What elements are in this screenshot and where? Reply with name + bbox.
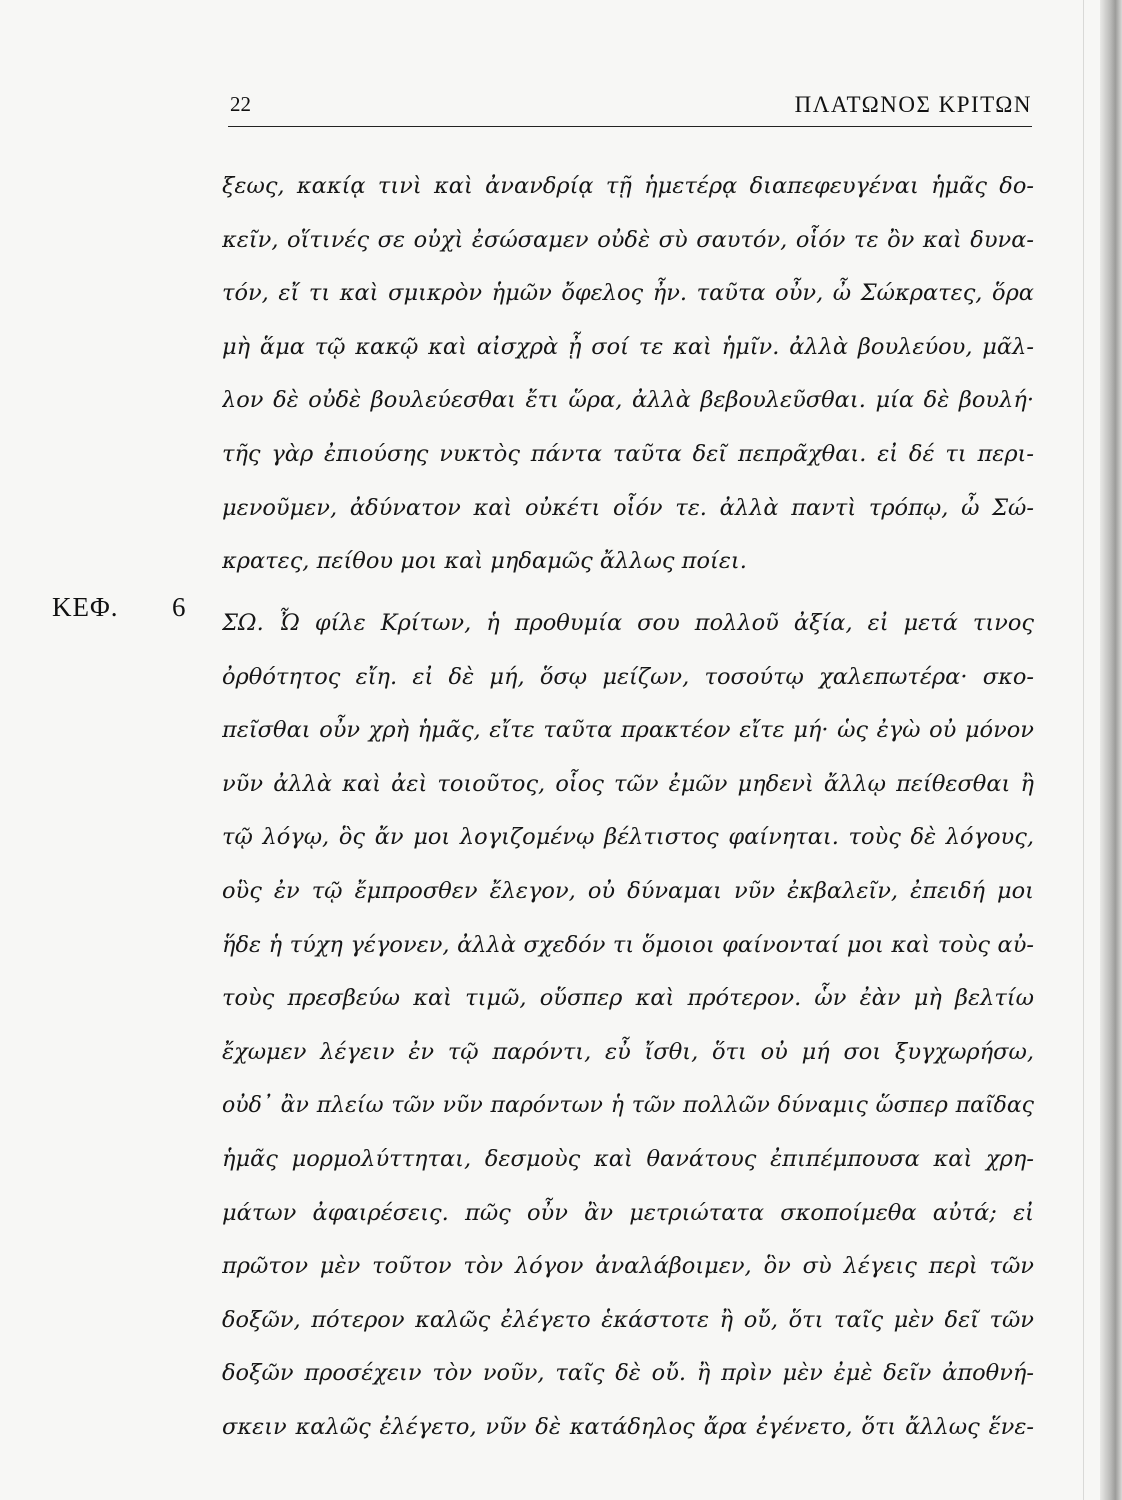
text-line: ἔχωμεν λέγειν ἐν τῷ παρόντι, εὖ ἴσθι, ὅτι οὐ μή σοι ξυγχωρήσω, bbox=[222, 1038, 1034, 1065]
page-number: 22 bbox=[230, 92, 251, 116]
text-line: λον δὲ οὐδὲ βουλεύεσθαι ἔτι ὥρα, ἀλλὰ βεβουλεῦσθαι. μία δὲ βουλή· bbox=[222, 387, 1034, 414]
text-line: ὀρθότητος εἴη. εἰ δὲ μή, ὅσῳ μείζων, τοσούτῳ χαλεπωτέρα· σκο- bbox=[222, 663, 1034, 690]
text-line: κρατες, πείθου μοι καὶ μηδαμῶς ἄλλως ποίει. bbox=[222, 548, 747, 575]
text-line: νῦν ἀλλὰ καὶ ἀεὶ τοιοῦτος, οἷος τῶν ἐμῶν μηδενὶ ἄλλῳ πείθεσθαι ἢ bbox=[222, 770, 1034, 797]
paragraph-continuation bbox=[222, 160, 1034, 589]
scan-edge-line bbox=[1083, 0, 1084, 1500]
text-line: δοξῶν προσέχειν τὸν νοῦν, ταῖς δὲ οὔ. ἢ πρὶν μὲν ἐμὲ δεῖν ἀποθνή- bbox=[222, 1360, 1034, 1387]
text-line: ἡμᾶς μορμολύττηται, δεσμοὺς καὶ θανάτους ἐπιπέμπουσα καὶ χρη- bbox=[222, 1145, 1034, 1172]
text-line: οὐδ᾽ ἂν πλείω τῶν νῦν παρόντων ἡ τῶν πολλῶν δύναμις ὥσπερ παῖδας bbox=[222, 1093, 1034, 1119]
running-title: ΠΛΑΤΩΝΟΣ ΚΡΙΤΩΝ bbox=[794, 92, 1032, 117]
chapter-label: ΚΕΦ. bbox=[52, 592, 119, 622]
chapter-marker bbox=[52, 592, 202, 632]
text-line: τόν, εἴ τι καὶ σμικρὸν ἡμῶν ὄφελος ἦν. ταῦτα οὖν, ὦ Σώκρατες, ὅρα bbox=[222, 280, 1034, 307]
text-line: μὴ ἅμα τῷ κακῷ καὶ αἰσχρὰ ᾖ σοί τε καὶ ἡμῖν. ἀλλὰ βουλεύου, μᾶλ- bbox=[222, 333, 1034, 360]
text-line: τῷ λόγῳ, ὃς ἄν μοι λογιζομένῳ βέλτιστος φαίνηται. τοὺς δὲ λόγους, bbox=[222, 824, 1034, 851]
text-line: τῆς γὰρ ἐπιούσης νυκτὸς πάντα ταῦτα δεῖ πεπρᾶχθαι. εἰ δέ τι περι- bbox=[222, 440, 1034, 467]
text-line: δοξῶν, πότερον καλῶς ἐλέγετο ἑκάστοτε ἢ οὔ, ὅτι ταῖς μὲν δεῖ τῶν bbox=[222, 1306, 1034, 1333]
chapter-number: 6 bbox=[172, 592, 186, 622]
text-line: μάτων ἀφαιρέσεις. πῶς οὖν ἂν μετριώτατα σκοποίμεθα αὐτά; εἰ bbox=[222, 1199, 1034, 1226]
paragraph-socrates-reply bbox=[222, 597, 1034, 1455]
text-line: οὓς ἐν τῷ ἔμπροσθεν ἔλεγον, οὐ δύναμαι νῦν ἐκβαλεῖν, ἐπειδή μοι bbox=[222, 877, 1034, 904]
text-line: πρῶτον μὲν τοῦτον τὸν λόγον ἀναλάβοιμεν, ὃν σὺ λέγεις περὶ τῶν bbox=[222, 1253, 1034, 1280]
text-line: τοὺς πρεσβεύω καὶ τιμῶ, οὕσπερ καὶ πρότερον. ὧν ἐὰν μὴ βελτίω bbox=[222, 985, 1034, 1012]
text-line: κεῖν, οἵτινές σε οὐχὶ ἐσώσαμεν οὐδὲ σὺ σαυτόν, οἷόν τε ὂν καὶ δυνα- bbox=[222, 226, 1034, 253]
text-line: πεῖσθαι οὖν χρὴ ἡμᾶς, εἴτε ταῦτα πρακτέον εἴτε μή· ὡς ἐγὼ οὐ μόνον bbox=[222, 717, 1034, 744]
text-line: ΣΩ. Ὦ φίλε Κρίτων, ἡ προθυμία σου πολλοῦ ἀξία, εἰ μετά τινος bbox=[222, 610, 1034, 636]
text-line: ξεως, κακίᾳ τινὶ καὶ ἀνανδρίᾳ τῇ ἡμετέρᾳ διαπεφευγέναι ἡμᾶς δο- bbox=[222, 173, 1034, 199]
page-header bbox=[228, 92, 1032, 127]
text-line: μενοῦμεν, ἀδύνατον καὶ οὐκέτι οἷόν τε. ἀλλὰ παντὶ τρόπῳ, ὦ Σώ- bbox=[222, 494, 1034, 521]
text-line: σκειν καλῶς ἐλέγετο, νῦν δὲ κατάδηλος ἄρα ἐγένετο, ὅτι ἄλλως ἕνε- bbox=[222, 1413, 1034, 1440]
text-line: ἥδε ἡ τύχη γέγονεν, ἀλλὰ σχεδόν τι ὅμοιοι φαίνονταί μοι καὶ τοὺς αὐ- bbox=[222, 931, 1034, 958]
scan-page-edge bbox=[1100, 0, 1122, 1500]
